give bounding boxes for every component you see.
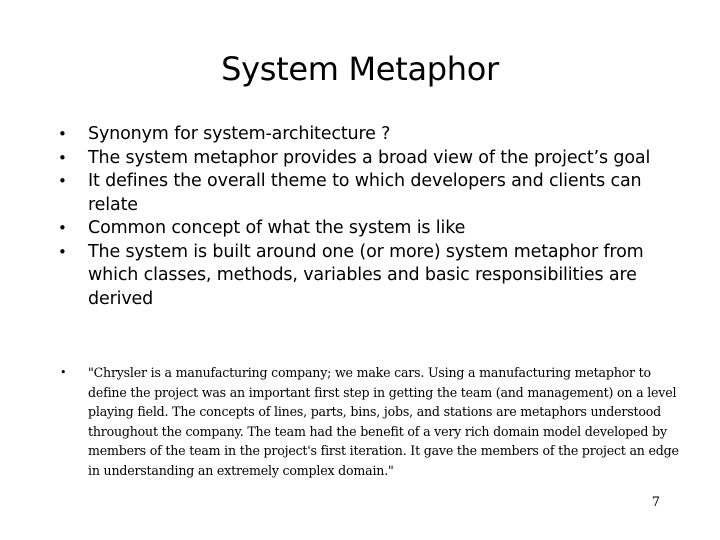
quote-block <box>56 363 686 481</box>
bullet-text: The system metaphor provides a broad view of the project’s goal <box>88 147 651 168</box>
bullet-dot-icon: • <box>58 125 67 143</box>
bullet-dot-icon: • <box>58 172 67 190</box>
quote-text: "Chrysler is a manufacturing company; we make cars. Using a manufacturing metaphor to define the project was an important first step in getting the team (and management) on a level playing field. The concepts of lines, parts, bins, jobs, and stations are metaphors understood throughout the company. The team had the benefit of a very rich domain model developed by members of the team in the project's first iteration. It gave the members of the project an edge in understanding an extremely complex domain." <box>88 365 679 478</box>
quote-bullet-dot-icon: • <box>60 366 67 379</box>
bullet-text: It defines the overall theme to which developers and clients can relate <box>88 171 642 215</box>
bullet-item <box>56 123 676 147</box>
bullet-item <box>56 170 676 217</box>
bullet-list <box>56 123 676 311</box>
slide-title: System Metaphor <box>221 50 499 88</box>
bullet-item <box>56 241 676 312</box>
bullet-text: Common concept of what the system is like <box>88 218 466 238</box>
bullet-item <box>56 217 676 241</box>
bullet-dot-icon: • <box>58 242 67 261</box>
bullet-text: Synonym for system-architecture ? <box>88 124 391 144</box>
page-number: 7 <box>651 495 660 510</box>
bullet-item <box>56 147 676 171</box>
bullet-dot-icon: • <box>58 219 67 237</box>
bullet-text: The system is built around one (or more) system metaphor from which classes, methods, variables and basic responsibilities are derived <box>88 241 644 309</box>
bullet-dot-icon: • <box>58 148 67 167</box>
